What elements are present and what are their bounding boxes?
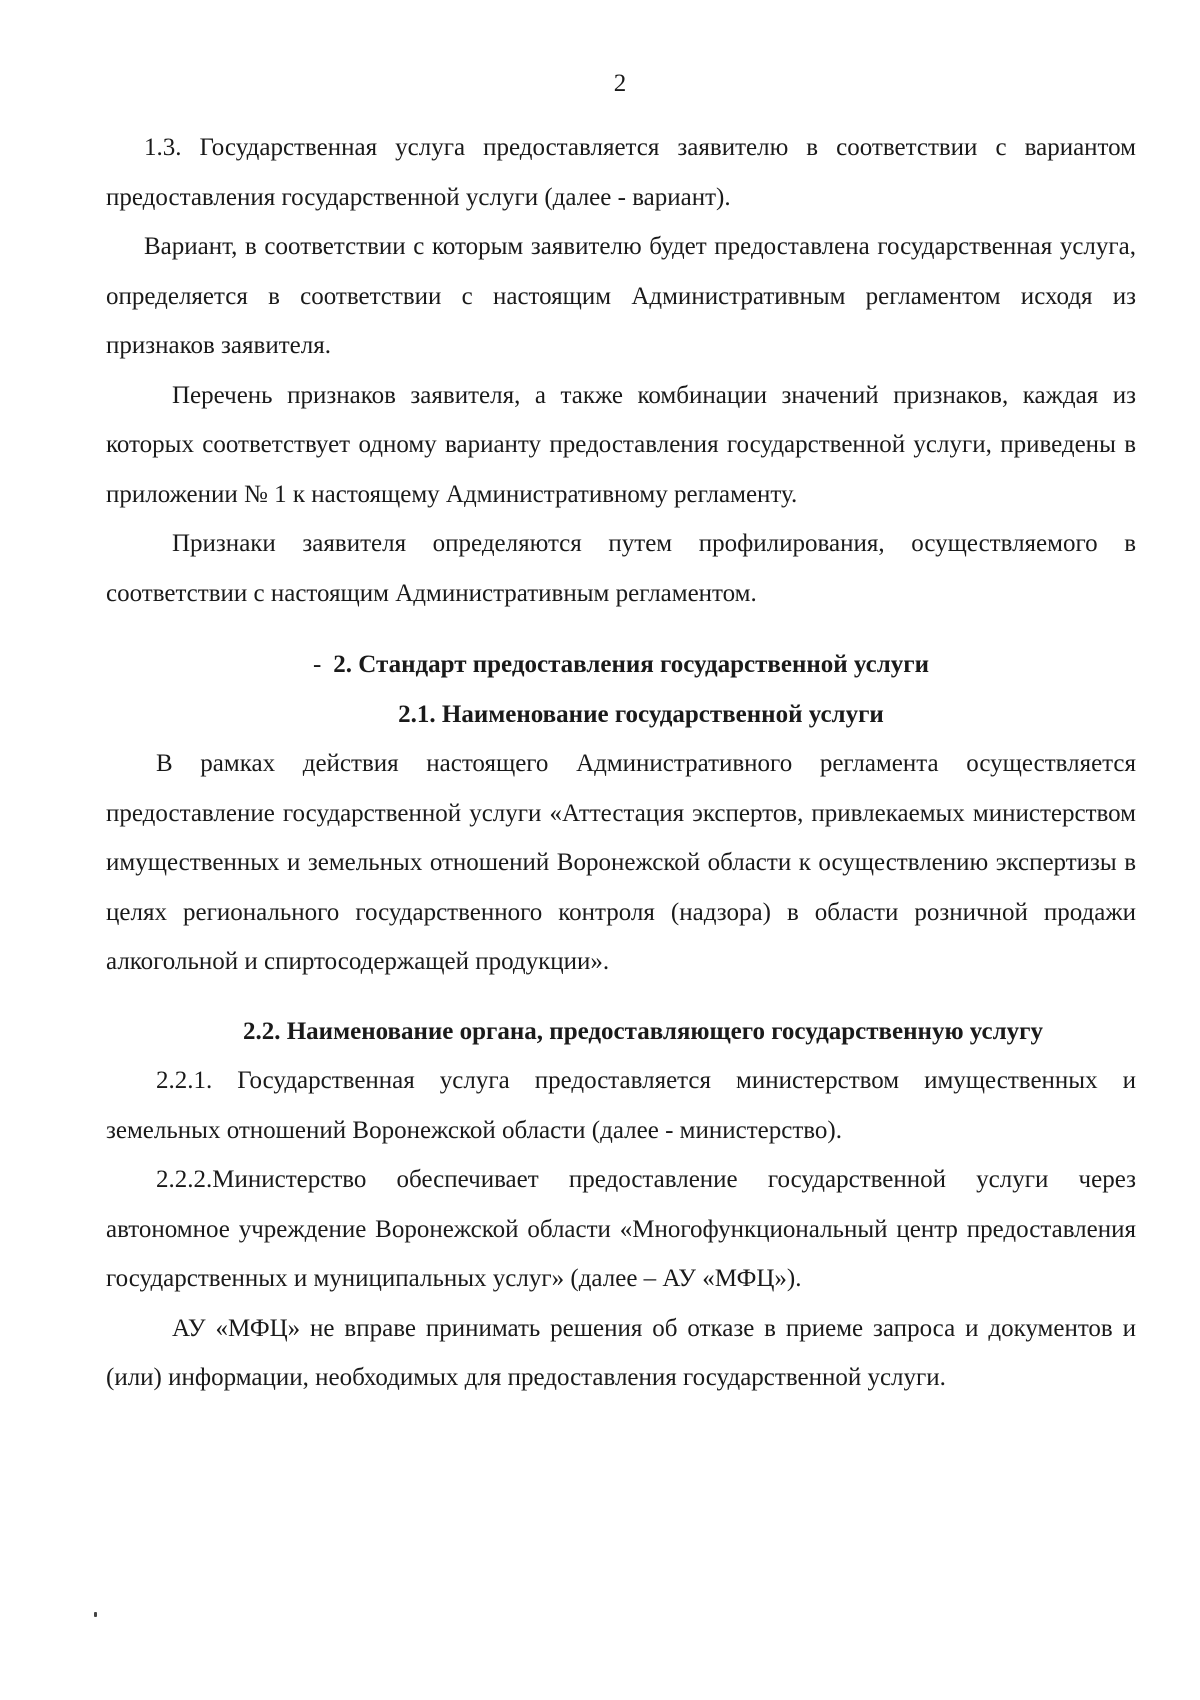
paragraph-1-3: 1.3. Государственная услуга предоставляется заявителю в соответствии с вариантом предоставления государственной услуги (далее - вариант). bbox=[106, 134, 1136, 211]
scan-speck bbox=[94, 1612, 97, 1617]
heading-dash-mark: - bbox=[312, 651, 322, 678]
spacer bbox=[106, 987, 1136, 1007]
page-number: 2 bbox=[613, 70, 627, 97]
section-heading-2 bbox=[106, 640, 1136, 690]
paragraph-2-2-1: 2.2.1. Государственная услуга предоставляется министерством имущественных и земельных отношений Воронежской области (далее - министерство). bbox=[106, 1067, 1136, 1144]
paragraph-mfc-restriction: АУ «МФЦ» не вправе принимать решения об отказе в приеме запроса и документов и (или) информации, необходимых для предоставления государственной услуги. bbox=[106, 1314, 1136, 1391]
paragraph-applicant-features-profiling: Признаки заявителя определяются путем профилирования, осуществляемого в соответствии с настоящим Административным регламентом. bbox=[106, 530, 1136, 607]
paragraph-service-name: В рамках действия настоящего Административного регламента осуществляется предоставление государственной услуги «Аттестация экспертов, привлекаемых министерством имущественных и земельных отношений Воронежской области к осуществлению экспертизы в целях регионального государственного контроля (надзора) в области розничной продажи алкогольной и спиртосодержащей продукции». bbox=[106, 750, 1136, 975]
document-body bbox=[106, 123, 1136, 1403]
section-heading-2-2: 2.2. Наименование органа, предоставляющего государственную услугу bbox=[242, 1017, 1044, 1045]
section-heading-2-text: 2. Стандарт предоставления государственной услуги bbox=[333, 651, 930, 678]
paragraph-2-2-2: 2.2.2.Министерство обеспечивает предоставление государственной услуги через автономное учреждение Воронежской области «Многофункциональный центр предоставления государственных и муниципальных услуг» (далее – АУ «МФЦ»). bbox=[106, 1166, 1136, 1292]
section-heading-2-1: 2.1. Наименование государственной услуги bbox=[398, 700, 884, 728]
spacer bbox=[106, 618, 1136, 640]
paragraph-variant: Вариант, в соответствии с которым заявителю будет предоставлена государственная услуга, определяется в соответствии с настоящим Административным регламентом исходя из признаков заявителя. bbox=[106, 233, 1136, 359]
paragraph-applicant-features-list: Перечень признаков заявителя, а также комбинации значений признаков, каждая из которых соответствует одному варианту предоставления государственной услуги, приведены в приложении № 1 к настоящему Административному регламенту. bbox=[106, 381, 1136, 508]
